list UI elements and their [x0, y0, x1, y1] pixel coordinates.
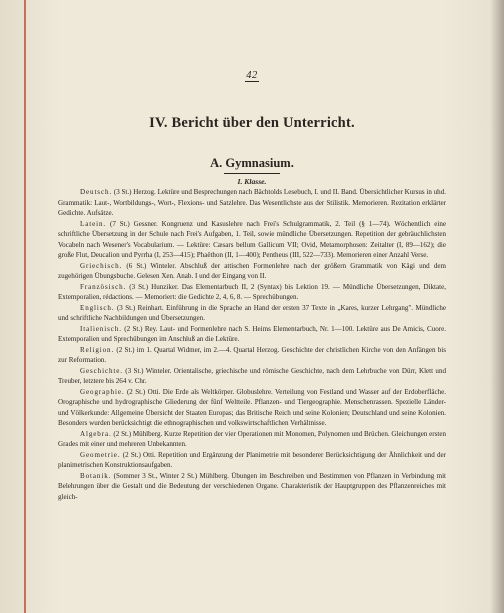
paragraph-botanik	[58, 471, 446, 503]
subject-name: Algebra.	[80, 429, 112, 438]
paragraph-italienisch	[58, 324, 446, 345]
paragraph-text: (3 St.) Winteler. Orientalische, griechische und römische Geschichte, nach dem Lehrbuche von Dürr, Klett und Treuber, letztere bis 264 v. Chr.	[58, 366, 446, 385]
subject-name: Deutsch.	[80, 188, 113, 196]
document-page	[58, 70, 446, 502]
subject-name: Griechisch.	[80, 261, 123, 270]
paragraph-text: (6 St.) Winteler. Abschluß der attischen Formenlehre nach der größern Grammatik von Kägi und dem zugehörigen Übungsbuche. Gelesen Xen. Anab. I und der Eingang von II.	[58, 261, 446, 280]
subject-name: Geographie.	[80, 387, 125, 396]
paragraph-franzoesisch	[58, 282, 446, 303]
class-label: I. Klasse.	[237, 177, 267, 186]
paragraph-geometrie	[58, 450, 446, 471]
paragraph-englisch	[58, 303, 446, 324]
subject-name: Englisch.	[80, 303, 115, 312]
binding-shadow	[490, 0, 504, 613]
subject-name: Botanik.	[80, 471, 112, 480]
paragraph-religion	[58, 345, 446, 366]
subject-name: Italienisch.	[80, 324, 122, 333]
subject-name: Religion.	[80, 345, 115, 354]
subject-name: Französisch.	[80, 282, 127, 291]
paragraph-text: (3 St.) Hunziker. Das Elementarbuch II, 2 (Syntax) bis Lektion 19. — Mündliche Übersetzungen, Diktate, Extemporalien, rédactions. — Memoriert: die Gedichte 2, 4, 6, 8. — Sprechübungen.	[58, 282, 446, 301]
subject-name: Geometrie.	[80, 450, 121, 459]
section-title: A. Gymnasium.	[210, 156, 294, 170]
page-number: 42	[246, 70, 258, 81]
margin-rule	[24, 0, 26, 613]
section-divider	[224, 173, 280, 174]
paragraph-algebra	[58, 429, 446, 450]
paragraph-text: (2 St.) Otti. Repetition und Ergänzung der Planimetrie mit besonderer Berücksichtigung der Ähnlichkeit und der planimetrischen Konstruktionsaufgaben.	[58, 450, 446, 469]
paragraph-text: (3 St.) Reinhart. Einführung in die Sprache an Hand der ersten 37 Texte in „Kares, kurzer Lehrgang". Mündliche und schriftliche Nachbildungen und Übersetzungen.	[58, 303, 446, 322]
paragraph-text: (2 St.) Mühlberg. Kurze Repetition der vier Operationen mit Monomen, Polynomen und Brüchen. Gleichungen ersten Grades mit einer und mehreren Unbekannten.	[58, 429, 446, 448]
paragraph-griechisch	[58, 261, 446, 282]
paragraph-text: (Sommer 3 St., Winter 2 St.) Mühlberg. Übungen im Beschreiben und Bestimmen von Pflanzen in Verbindung mit Belehrungen über die Gestalt und die Bedeutung der verschiedenen Organe. Charakteristik der Hauptgruppen des Pflanzenreiches mit gleich-	[58, 471, 446, 501]
paragraph-text: (3 St.) Herzog. Lektüre und Besprechungen nach Bächtolds Lesebuch, I. und II. Band. Übersichtlicher Kursus in uhd. Grammatik: Laut-, Wortbildungs-, Wort-, Flexions- und Satzlehre. Das Wesentlichste aus der Stilistik. Memorieren. Rezitation erklärter Gedichte. Aufsätze.	[58, 188, 446, 217]
paragraph-geschichte	[58, 366, 446, 387]
paragraph-text: (2 St.) Rey. Laut- und Formenlehre nach S. Heims Elementarbuch, Nr. 1—100. Lektüre aus De Amicis, Cuore. Extemporalien und Sprechübungen im Anschluß an die Lektüre.	[58, 324, 446, 343]
subject-name: Geschichte.	[80, 366, 123, 375]
paragraph-text: (2 St.) Otti. Die Erde als Weltkörper. Globuslehre. Verteilung von Festland und Wasser auf der Erdoberfläche. Orographische und hydrographische Gliederung der fünf Weltteile. Pflanzen- und Tiergeographie. Menschenrassen. Spezielle Länder- und Völkerkunde: Allgemeine Übersicht der Staaten Europas; das Britische Reich und seine Kolonien; Deutschland und seine Kolonien. Besonders wurden berücksichtigt die ethnographischen und volkswirtschaftlichen Verhältnisse.	[58, 387, 446, 427]
body-text	[58, 187, 446, 502]
paragraph-latein	[58, 219, 446, 261]
paragraph-text: (7 St.) Gessner. Kongruenz und Kasuslehre nach Frei's Schulgrammatik, 2. Teil (§ 1—74). Wöchentlich eine schriftliche Übersetzung in der Schule nach Frei's Aufgaben, 1. Teil, sowie mündliche Übersetzungen. Repetition der gebräuchlichsten Vocabeln nach Wesener's Vocabularium. — Lektüre: Cæsars bellum Gallicum VII; Ovid, Metamorphosen: Zeitalter (I, 89—162); die große Flut, Deucalion und Pyrrha (I, 253—415); Phaëthon (II, 1—400); Pentheus (III, 522—733). Memorieren einer Anzahl Verse.	[58, 219, 446, 259]
chapter-title: IV. Bericht über den Unterricht.	[149, 115, 355, 131]
subject-name: Latein.	[80, 219, 107, 228]
paragraph-deutsch	[58, 187, 446, 219]
paragraph-text: (2 St.) im 1. Quartal Widmer, im 2.—4. Quartal Herzog. Geschichte der christlichen Kirche von den Anfängen bis zur Reformation.	[58, 345, 446, 364]
paragraph-geographie	[58, 387, 446, 429]
